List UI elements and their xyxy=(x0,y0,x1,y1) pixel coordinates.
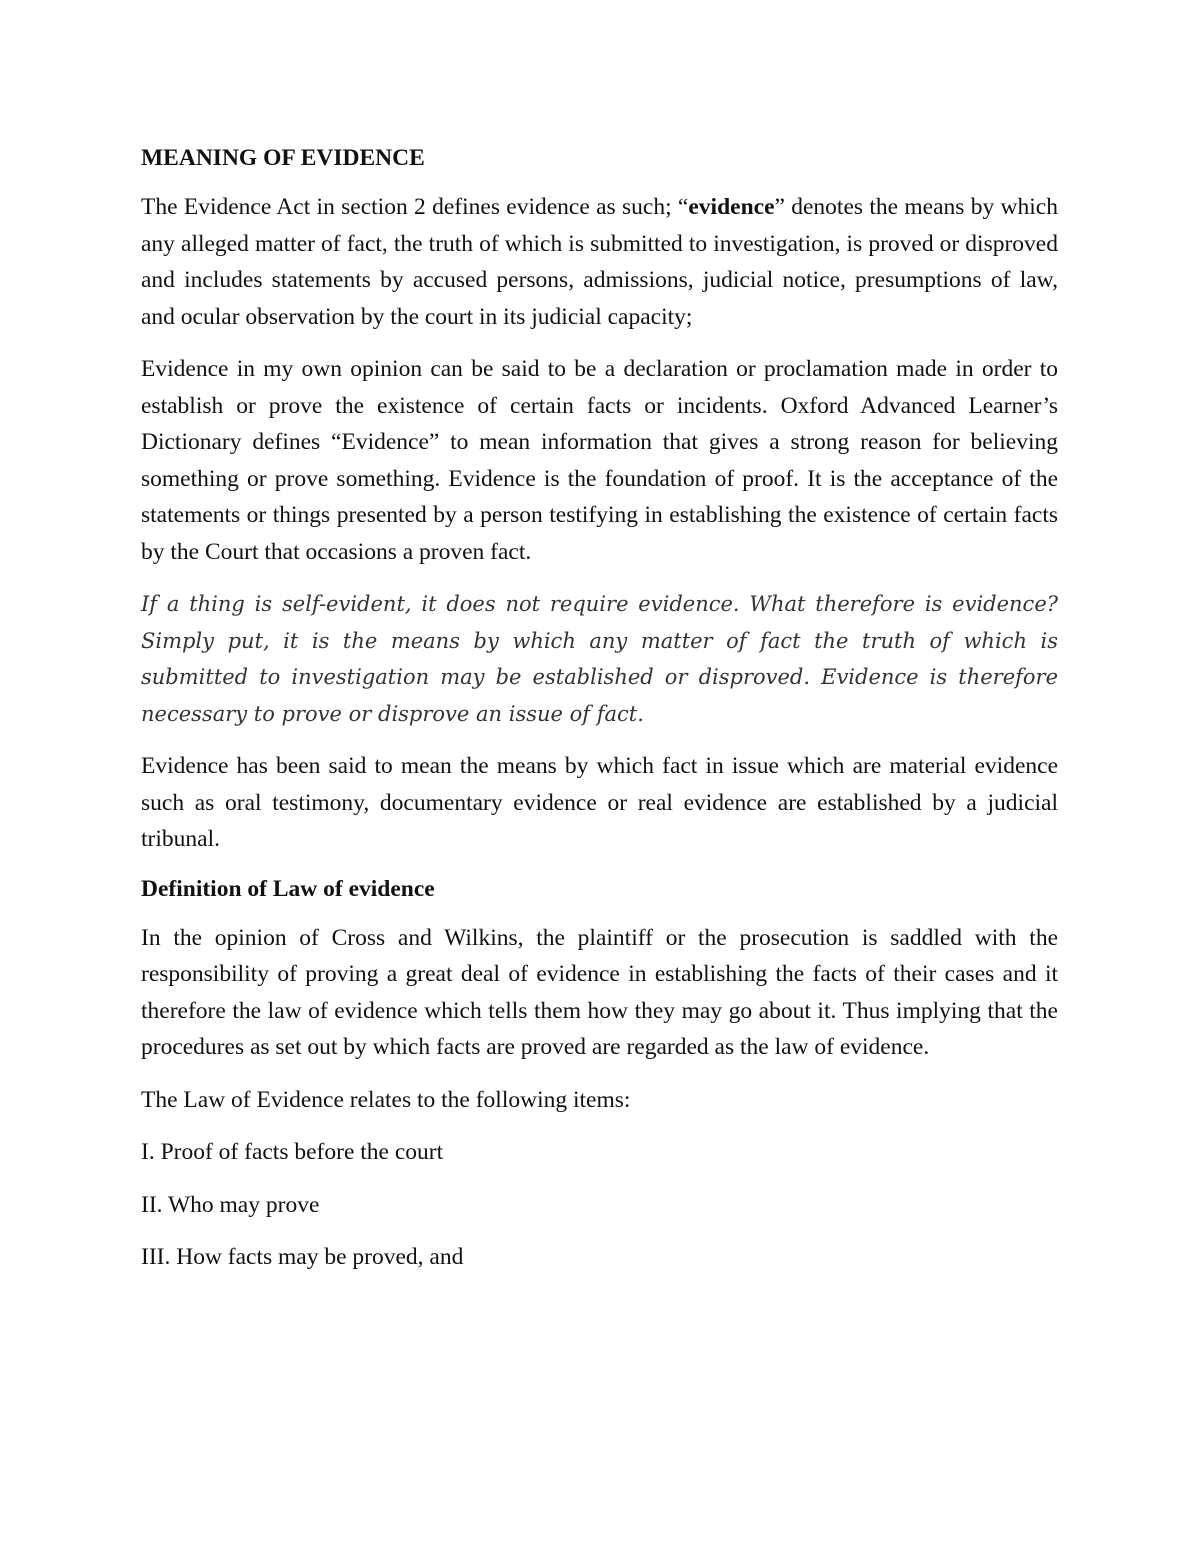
paragraph-means: Evidence has been said to mean the means by which fact in issue which are material evidence such as oral testimony, documentary evidence or real evidence are established by a judicial tribunal. xyxy=(141,753,1058,852)
paragraph-definition-end: ” denotes the means by which any alleged matter of fact, the truth of which is submitted to investigation, is proved or disproved and includes statements by accused persons, admissions, judicial notice, presumptions of law, and ocular observation by the court in its judicial capacity; xyxy=(141,194,1058,330)
section-heading: Definition of Law of evidence xyxy=(141,875,435,902)
paragraph-definition xyxy=(141,189,1058,335)
list-item: I. Proof of facts before the court xyxy=(141,1139,444,1165)
list-intro: The Law of Evidence relates to the following items: xyxy=(141,1086,631,1113)
bold-term-evidence: evidence xyxy=(688,194,775,220)
list-item: II. Who may prove xyxy=(141,1191,320,1218)
document-page xyxy=(141,143,1058,1292)
list-item: III. How facts may be proved, and xyxy=(141,1244,464,1270)
document-title: MEANING OF EVIDENCE xyxy=(141,145,425,171)
quote-paragraph: If a thing is self-evident, it does not require evidence. What therefore is evidence? Simply put, it is the means by which any matter of fact the truth of which is submitted to investigation may be established or disproved. Evidence is therefore necessary to prove or disprove an issue of fact. xyxy=(141,592,1058,726)
paragraph-opinion: Evidence in my own opinion can be said to be a declaration or proclamation made in order to establish or prove the existence of certain facts or incidents. Oxford Advanced Learner’s Dictionary defines “Evidence” to mean information that gives a strong reason for believing something or prove something. Evidence is the foundation of proof. It is the acceptance of the statements or things presented by a person testifying in establishing the existence of certain facts by the Court that occasions a proven fact. xyxy=(141,356,1058,565)
paragraph-definition-start: The Evidence Act in section 2 defines evidence as such; “ xyxy=(141,194,689,220)
paragraph-cross-wilkins: In the opinion of Cross and Wilkins, the plaintiff or the prosecution is saddled with the responsibility of proving a great deal of evidence in establishing the facts of their cases and it therefore the law of evidence which tells them how they may go about it. Thus implying that the procedures as set out by which facts are proved are regarded as the law of evidence. xyxy=(141,924,1058,1060)
